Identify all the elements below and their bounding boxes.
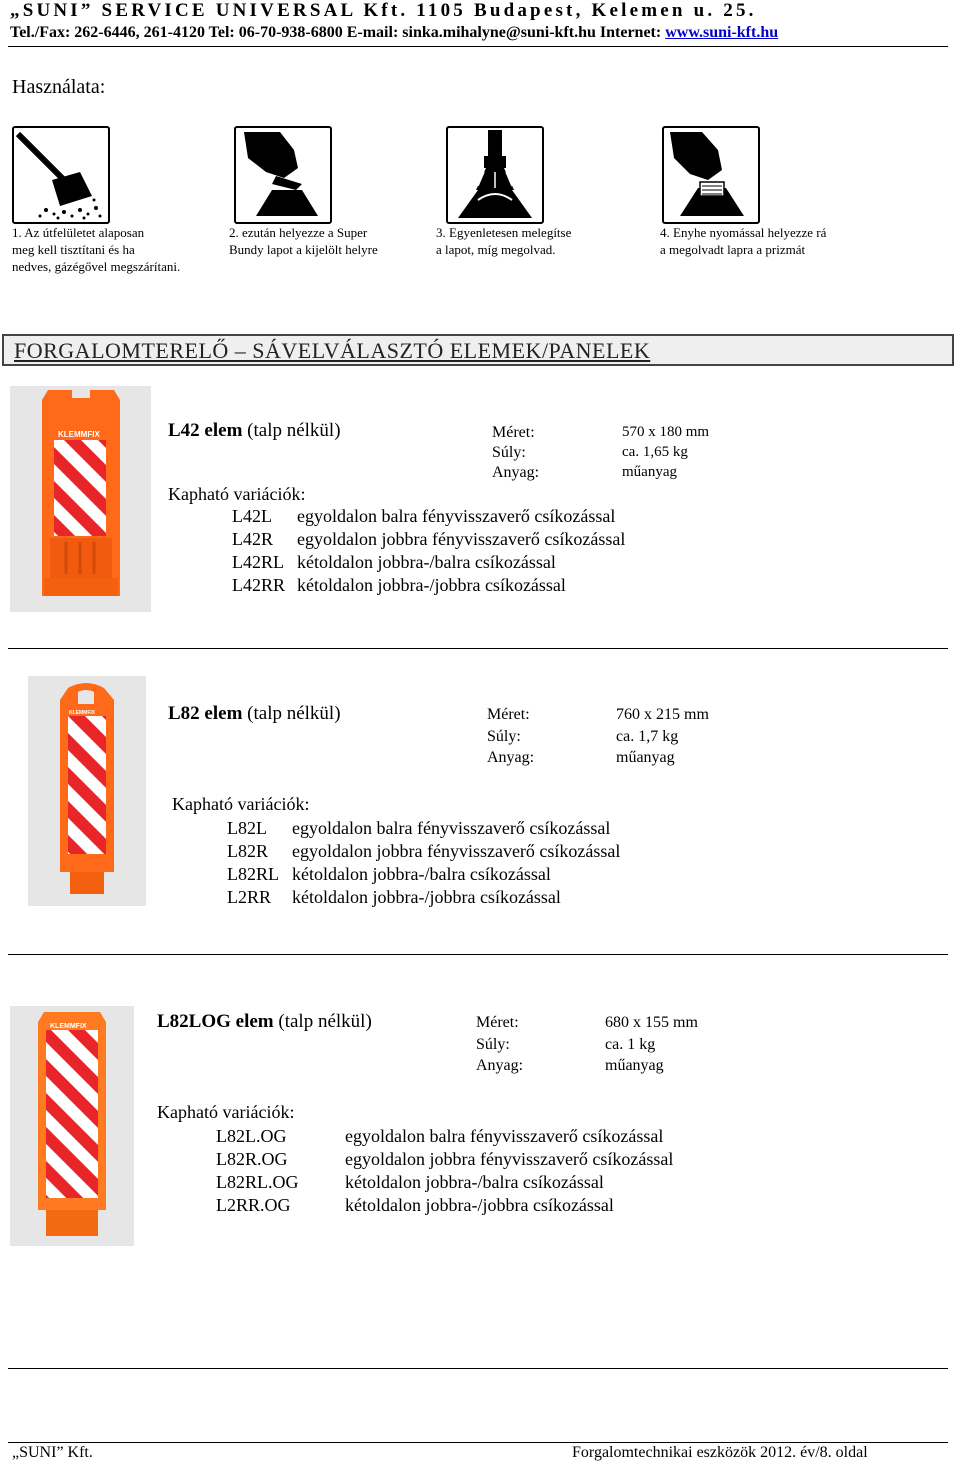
contact-line xyxy=(10,24,778,42)
photo-label-l82log: KLEMMFIX xyxy=(50,1023,87,1030)
photo-label-l82: KLEMMFIX xyxy=(69,710,96,716)
header-divider xyxy=(8,46,948,47)
spec-value-material: műanyag xyxy=(605,1057,664,1074)
spec-value-size: 570 x 180 mm xyxy=(622,424,710,440)
variation-desc: egyoldalon jobbra fényvisszaverő csíkozással xyxy=(297,529,626,549)
spec-label-material: Anyag: xyxy=(487,749,535,766)
section-title-box xyxy=(2,334,954,366)
variation-desc: kétoldalon jobbra-/balra csíkozással xyxy=(292,864,551,884)
website-link[interactable]: www.suni-kft.hu xyxy=(665,24,779,41)
spec-label-size: Méret: xyxy=(492,424,535,441)
variation-code: L2RR xyxy=(227,887,272,907)
variation-desc: kétoldalon jobbra-/jobbra csíkozással xyxy=(345,1195,614,1215)
variation-desc: egyoldalon jobbra fényvisszaverő csíkozással xyxy=(345,1149,674,1169)
footer-divider xyxy=(8,1442,948,1443)
usage-step-1: 1. Az útfelületet alaposan meg kell tisztítani és ha nedves, gázégővel megszárítani. xyxy=(12,225,181,274)
footer-page-info: Forgalomtechnikai eszközök 2012. év/8. oldal xyxy=(572,1444,868,1461)
spec-value-weight: ca. 1,7 kg xyxy=(616,728,679,745)
photo-label-l42: KLEMMFIX xyxy=(58,430,100,439)
usage-step-2: 2. ezután helyezze a Super Bundy lapot a kijelölt helyre xyxy=(229,225,378,257)
spec-value-material: műanyag xyxy=(616,749,675,766)
company-header: „SUNI” SERVICE UNIVERSAL Kft. 1105 Budapest, Kelemen u. 25. xyxy=(10,0,757,21)
contact-details: Tel./Fax: 262-6446, 261-4120 Tel: 06-70-938-6800 E-mail: sinka.mihalyne@suni-kft.hu Internet: xyxy=(10,24,666,41)
spec-label-size: Méret: xyxy=(476,1014,519,1031)
variation-code: L82R xyxy=(227,841,269,861)
product-divider xyxy=(8,1368,948,1369)
variation-desc: egyoldalon balra fényvisszaverő csíkozással xyxy=(345,1126,664,1146)
variations-title-l82log: Kapható variációk: xyxy=(157,1102,295,1122)
variation-code: L82R.OG xyxy=(216,1149,288,1169)
product-title-l82log: L82LOG elem (talp nélkül) xyxy=(157,1011,372,1032)
gas-burner-heating-icon xyxy=(446,126,544,224)
product-photo-l82log xyxy=(10,1006,134,1246)
spec-label-material: Anyag: xyxy=(492,464,540,481)
product-photo-l82 xyxy=(28,676,146,906)
variation-code: L42RL xyxy=(232,552,284,572)
usage-title: Használata: xyxy=(12,76,106,98)
section-title: FORGALOMTERELŐ – SÁVELVÁLASZTÓ ELEMEK/PANELEK xyxy=(14,338,651,363)
variation-desc: egyoldalon balra fényvisszaverő csíkozással xyxy=(292,818,611,838)
spec-value-size: 760 x 215 mm xyxy=(616,706,709,723)
variation-code: L42RR xyxy=(232,575,286,595)
variation-desc: kétoldalon jobbra-/balra csíkozással xyxy=(297,552,556,572)
broom-sweeping-icon xyxy=(12,126,110,224)
variation-desc: kétoldalon jobbra-/jobbra csíkozással xyxy=(297,575,566,595)
usage-step-4: 4. Enyhe nyomással helyezze rá a megolvadt lapra a prizmát xyxy=(660,225,827,257)
footer-company: „SUNI” Kft. xyxy=(12,1444,93,1461)
variation-code: L82L xyxy=(227,818,267,838)
product-title-l42: L42 elem (talp nélkül) xyxy=(168,420,341,441)
hand-placing-sheet-icon xyxy=(234,126,332,224)
variation-code: L82L.OG xyxy=(216,1126,287,1146)
spec-label-size: Méret: xyxy=(487,706,530,723)
spec-value-weight: ca. 1 kg xyxy=(605,1036,656,1053)
product-title-l82: L82 elem (talp nélkül) xyxy=(168,703,341,724)
variation-code: L82RL.OG xyxy=(216,1172,299,1192)
product-photo-l42 xyxy=(10,386,151,612)
variation-desc: kétoldalon jobbra-/balra csíkozással xyxy=(345,1172,604,1192)
spec-value-size: 680 x 155 mm xyxy=(605,1014,698,1031)
variation-code: L42L xyxy=(232,506,272,526)
spec-value-material: műanyag xyxy=(622,464,677,480)
spec-label-weight: Súly: xyxy=(476,1036,510,1053)
variation-desc: egyoldalon jobbra fényvisszaverő csíkozással xyxy=(292,841,621,861)
hand-pressing-prism-icon xyxy=(662,126,760,224)
variation-code: L2RR.OG xyxy=(216,1195,291,1215)
usage-step-3: 3. Egyenletesen melegítse a lapot, míg megolvad. xyxy=(436,225,572,257)
product-divider xyxy=(8,954,948,955)
variations-title-l82: Kapható variációk: xyxy=(172,794,310,814)
variation-code: L42R xyxy=(232,529,274,549)
spec-label-material: Anyag: xyxy=(476,1057,524,1074)
product-divider xyxy=(8,648,948,649)
variation-code: L82RL xyxy=(227,864,279,884)
spec-value-weight: ca. 1,65 kg xyxy=(622,444,688,460)
variation-desc: kétoldalon jobbra-/jobbra csíkozással xyxy=(292,887,561,907)
variation-desc: egyoldalon balra fényvisszaverő csíkozással xyxy=(297,506,616,526)
variations-title-l42: Kapható variációk: xyxy=(168,484,306,504)
spec-label-weight: Súly: xyxy=(487,728,521,745)
spec-label-weight: Súly: xyxy=(492,444,526,461)
